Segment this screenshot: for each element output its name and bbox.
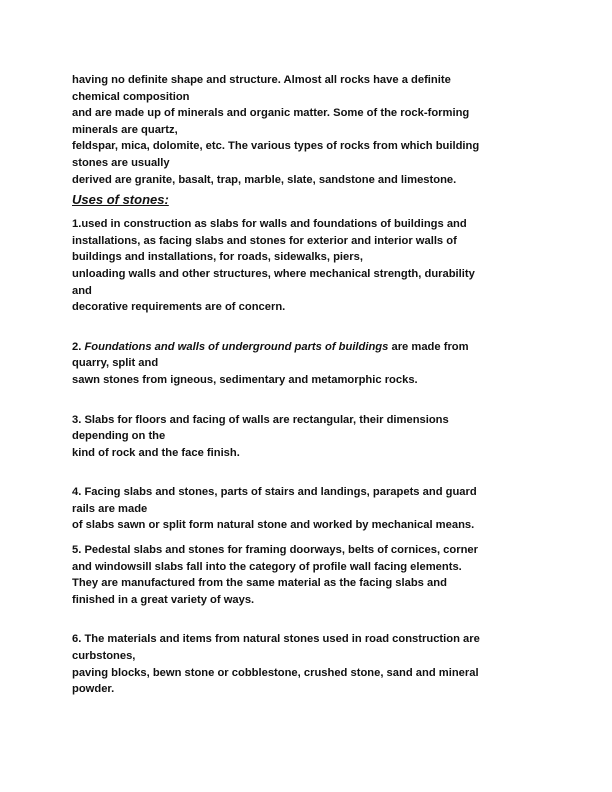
text-line: buildings and installations, for roads, sidewalks, piers, — [72, 251, 363, 264]
use-item-2 — [72, 339, 542, 389]
text-line: 3. Slabs for floors and facing of walls are rectangular, their dimensions — [72, 413, 449, 426]
text-line: 1.used in construction as slabs for walls and foundations of buildings and — [72, 218, 467, 231]
intro-paragraph — [72, 72, 542, 188]
text-line: and are made up of minerals and organic matter. Some of the rock-forming — [72, 107, 470, 120]
text-line: 5. Pedestal slabs and stones for framing doorways, belts of cornices, corner — [72, 544, 478, 557]
use-item-6 — [72, 631, 542, 697]
use-item-1 — [72, 216, 542, 316]
text-line: depending on the — [72, 430, 166, 443]
text-line: feldspar, mica, dolomite, etc. The various types of rocks from which building — [72, 140, 480, 153]
text-line: 4. Facing slabs and stones, parts of stairs and landings, parapets and guard — [72, 486, 477, 499]
text-line: and — [72, 284, 92, 297]
text-line: decorative requirements are of concern. — [72, 301, 286, 314]
text-line: and windowsill slabs fall into the category of profile wall facing elements. — [72, 560, 462, 573]
text-line: paving blocks, bewn stone or cobblestone, crushed stone, sand and mineral — [72, 666, 479, 679]
text-line: minerals are quartz, — [72, 123, 178, 136]
text-line: They are manufactured from the same material as the facing slabs and — [72, 577, 447, 590]
document-page — [72, 72, 542, 698]
text-line: 6. The materials and items from natural stones used in road construction are — [72, 633, 480, 646]
text-line — [72, 339, 542, 356]
text-line: chemical composition — [72, 90, 190, 103]
text-line: unloading walls and other structures, where mechanical strength, durability — [72, 267, 475, 280]
text-line: rails are made — [72, 502, 148, 515]
text-line: sawn stones from igneous, sedimentary and metamorphic rocks. — [72, 373, 418, 386]
text-line: curbstones, — [72, 650, 136, 663]
text-line: finished in a great variety of ways. — [72, 593, 255, 606]
item-number: 2. — [72, 340, 85, 353]
emphasized-text: Foundations and walls of underground parts of buildings — [84, 340, 389, 353]
text-line: of slabs sawn or split form natural stone and worked by mechanical means. — [72, 519, 475, 532]
section-heading: Uses of stones: — [72, 192, 169, 208]
use-item-4 — [72, 484, 542, 534]
text-line: powder. — [72, 683, 115, 696]
text-segment: are made from — [388, 340, 469, 353]
use-item-5 — [72, 542, 542, 608]
use-item-3 — [72, 412, 542, 462]
text-line: kind of rock and the face finish. — [72, 446, 240, 459]
text-line: quarry, split and — [72, 357, 159, 370]
text-line: stones are usually — [72, 156, 170, 169]
text-line: having no definite shape and structure. Almost all rocks have a definite — [72, 74, 451, 86]
text-line: installations, as facing slabs and stones for exterior and interior walls of — [72, 234, 457, 247]
text-line: derived are granite, basalt, trap, marble, slate, sandstone and limestone. — [72, 173, 457, 186]
